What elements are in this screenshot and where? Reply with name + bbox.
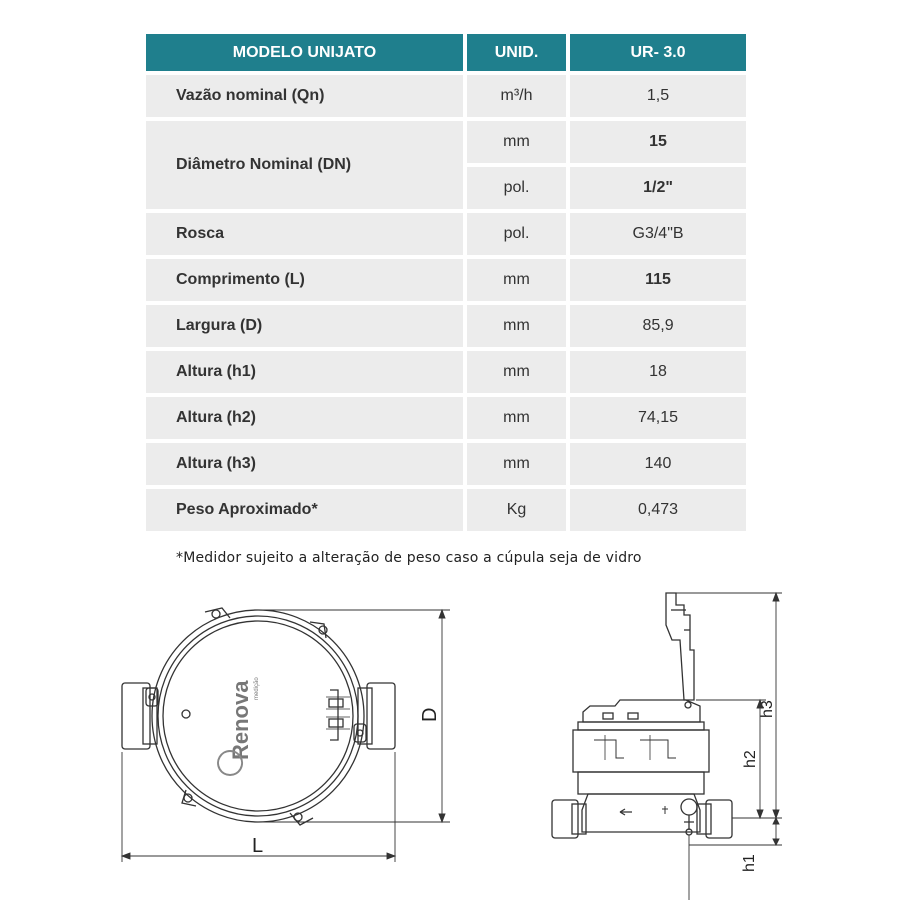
row-label: Comprimento (L) — [146, 259, 463, 301]
row-label: Rosca — [146, 213, 463, 255]
table-row — [146, 259, 746, 301]
row-unit: mm — [467, 259, 566, 301]
row-label: Diâmetro Nominal (DN) — [146, 121, 463, 209]
row-unit: Kg — [467, 489, 566, 531]
row-label: Peso Aproximado* — [146, 489, 463, 531]
table-row — [146, 121, 746, 163]
table-row — [146, 305, 746, 347]
renova-logo-subtext: medição — [254, 677, 260, 700]
table-row — [146, 75, 746, 117]
row-value: 15 — [570, 121, 746, 163]
dim-h1-label: h1 — [741, 854, 758, 872]
row-value: 115 — [570, 259, 746, 301]
row-label: Altura (h2) — [146, 397, 463, 439]
row-value: 1/2" — [570, 167, 746, 209]
dim-L-label: L — [252, 835, 264, 857]
dim-h3-label: h3 — [759, 700, 776, 718]
row-value: 74,15 — [570, 397, 746, 439]
dim-D-label: D — [419, 707, 441, 722]
renova-logo-text: Renova — [228, 680, 253, 760]
row-value: 85,9 — [570, 305, 746, 347]
row-value: 140 — [570, 443, 746, 485]
header-value: UR- 3.0 — [570, 34, 746, 71]
dimension-D — [258, 610, 450, 822]
table-row — [146, 213, 746, 255]
dim-h2-label: h2 — [742, 750, 759, 768]
row-value: 0,473 — [570, 489, 746, 531]
row-unit: mm — [467, 305, 566, 347]
renova-logo — [218, 677, 260, 775]
header-model: MODELO UNIJATO — [146, 34, 463, 71]
row-value: 1,5 — [570, 75, 746, 117]
row-unit: pol. — [467, 167, 566, 209]
row-value: 18 — [570, 351, 746, 393]
row-label: Vazão nominal (Qn) — [146, 75, 463, 117]
footnote: *Medidor sujeito a alteração de peso caso a cúpula seja de vidro — [176, 550, 642, 566]
row-unit: m³/h — [467, 75, 566, 117]
row-unit: mm — [467, 121, 566, 163]
row-unit: mm — [467, 351, 566, 393]
row-value: G3/4"B — [570, 213, 746, 255]
top-view-drawing — [122, 608, 395, 825]
row-label: Largura (D) — [146, 305, 463, 347]
technical-drawing — [0, 580, 900, 900]
row-unit: mm — [467, 397, 566, 439]
table-row — [146, 351, 746, 393]
table-row — [146, 443, 746, 485]
side-view-drawing — [552, 593, 732, 838]
header-unit: UNID. — [467, 34, 566, 71]
row-label: Altura (h3) — [146, 443, 463, 485]
dimension-heights — [676, 593, 782, 900]
row-label: Altura (h1) — [146, 351, 463, 393]
spec-table — [142, 30, 750, 535]
table-row — [146, 397, 746, 439]
row-unit: mm — [467, 443, 566, 485]
header-row — [146, 34, 746, 71]
row-unit: pol. — [467, 213, 566, 255]
dimension-L — [122, 752, 395, 862]
table-row — [146, 489, 746, 531]
